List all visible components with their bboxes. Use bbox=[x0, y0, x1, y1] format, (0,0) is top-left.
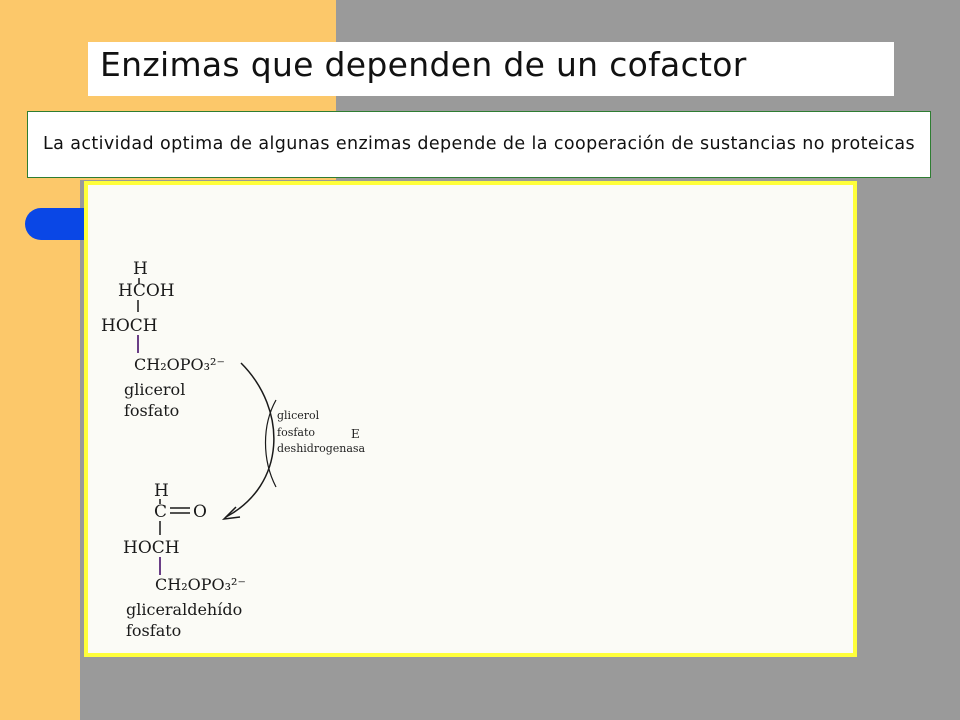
reactant-name-line2: fosfato bbox=[124, 401, 180, 420]
product-name-line1: gliceraldehído bbox=[126, 600, 243, 619]
reactant-name-line1: glicerol bbox=[124, 380, 186, 399]
reactant-row2: HOCH bbox=[101, 316, 158, 336]
product-carbonyl-c: C bbox=[154, 502, 168, 522]
reaction-arrow bbox=[224, 363, 276, 519]
enzyme-line1: glicerol bbox=[277, 409, 320, 422]
product-row2: HOCH bbox=[123, 538, 180, 558]
slide-subtitle: La actividad optima de algunas enzimas depende de la cooperación de sustancias no proteicas bbox=[43, 134, 915, 154]
title-box bbox=[88, 42, 894, 96]
enzyme-label bbox=[277, 409, 366, 455]
subtitle-box bbox=[27, 111, 931, 178]
enzyme-symbol: E bbox=[351, 427, 360, 441]
reaction-figure bbox=[84, 181, 857, 657]
slide-title: Enzimas que dependen de un cofactor bbox=[100, 45, 747, 84]
product-structure bbox=[123, 481, 246, 640]
reactant-structure bbox=[101, 259, 225, 420]
reactant-h-label: H bbox=[133, 259, 148, 279]
product-row3: CH₂OPO₃²⁻ bbox=[155, 575, 246, 594]
product-carbonyl-o: O bbox=[193, 502, 207, 522]
enzyme-line3: deshidrogenasa bbox=[277, 442, 366, 455]
reaction-diagram bbox=[88, 185, 853, 653]
reactant-row3: CH₂OPO₃²⁻ bbox=[134, 355, 225, 374]
enzyme-line2: fosfato bbox=[277, 426, 316, 439]
product-h-label: H bbox=[154, 481, 169, 501]
reactant-row1: HCOH bbox=[118, 281, 175, 301]
product-name-line2: fosfato bbox=[126, 621, 182, 640]
